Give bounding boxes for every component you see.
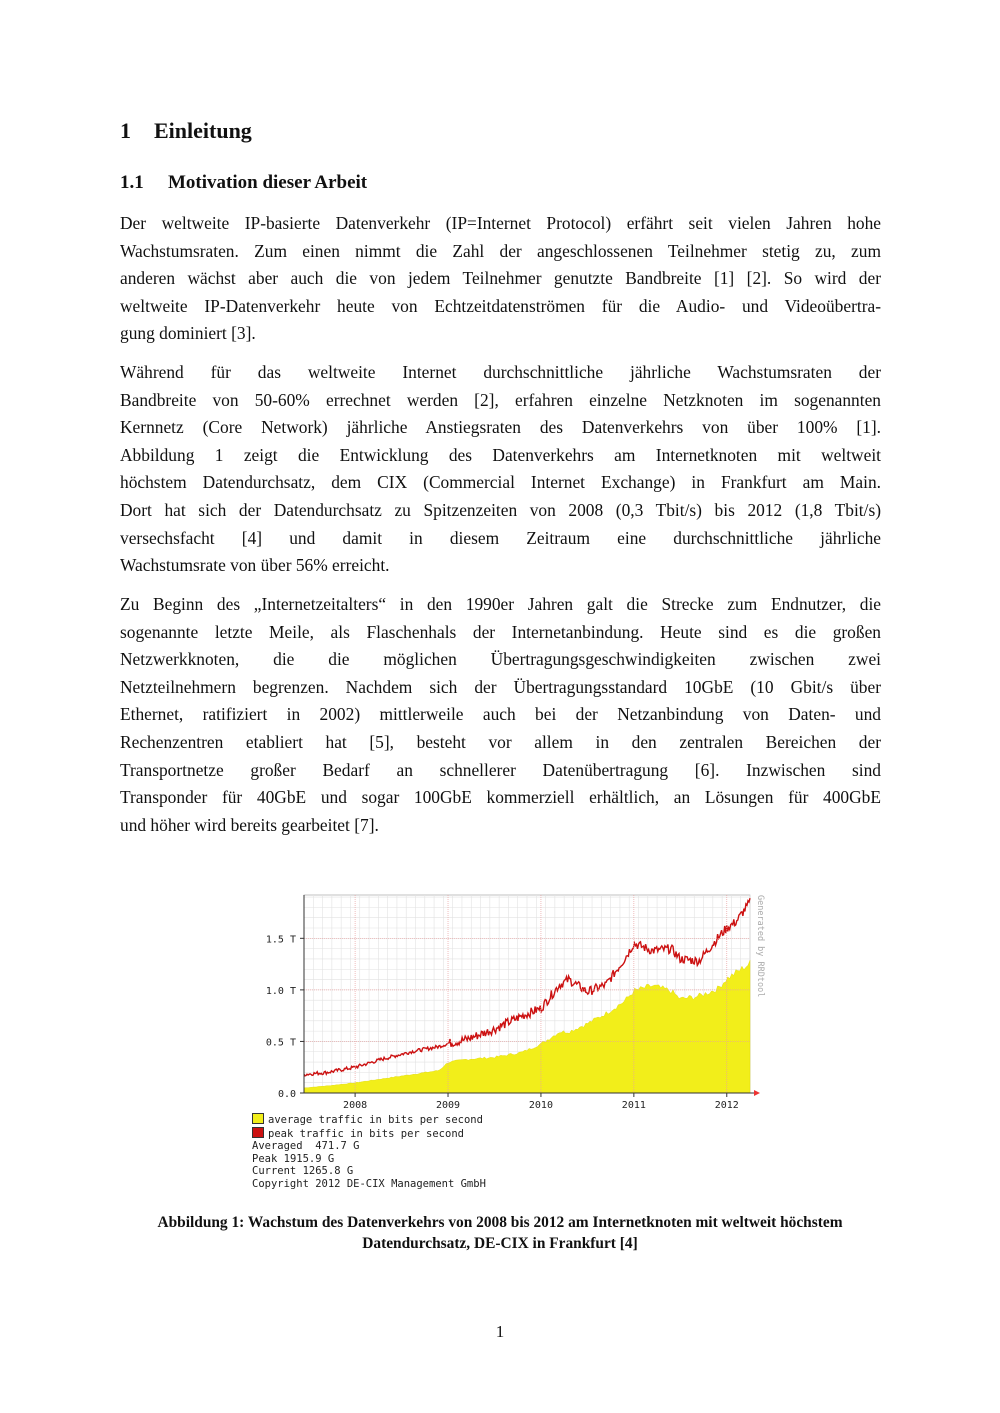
- paragraph-line: Abbildung 1 zeigt die Entwicklung des Datenverkehrs am Internetknoten mit weltweit: [120, 444, 881, 465]
- paragraph-line: Wachstumsraten. Zum einen nimmt die Zahl der angeschlossenen Teilnehmer stetig zu, zum: [120, 240, 881, 261]
- paragraph-line: gung dominiert [3].: [120, 323, 256, 344]
- legend-label-peak: peak traffic in bits per second: [268, 1127, 464, 1140]
- caption-line: Abbildung 1: Wachstum des Datenverkehrs von 2008 bis 2012 am Internetknoten mit weltweit höchstem: [157, 1214, 843, 1231]
- legend-item-average: [252, 1113, 486, 1127]
- stat-value: 1265.8 G: [302, 1165, 354, 1178]
- stat-label: Current: [252, 1165, 297, 1178]
- paragraph-line: anderen wächst aber auch die von jedem Teilnehmer genutzte Bandbreite [1] [2]. So wird der: [120, 268, 881, 289]
- legend-item-peak: [252, 1127, 486, 1141]
- stat-label: Peak: [252, 1152, 278, 1165]
- chart-legend: [252, 1113, 486, 1191]
- subsection-heading: [120, 172, 367, 194]
- page-number: 1: [495, 1322, 505, 1341]
- rrdtool-watermark: Generated by RRDtool: [755, 895, 765, 998]
- paragraph-3: [120, 591, 881, 839]
- paragraph-line: weltweite IP-Datenverkehr heute von Echtzeitdatenströmen für die Audio- und Videoübertra-: [120, 295, 881, 316]
- paragraph-line: Während für das weltweite Internet durchschnittliche jährliche Wachstumsraten der: [120, 362, 881, 382]
- x-tick-label: 2011: [621, 1100, 646, 1110]
- paragraph-line: sogenannte letzte Meile, als Flaschenhals der Internetanbindung. Heute sind es die großen: [120, 621, 881, 642]
- paragraph-2: [120, 359, 881, 580]
- paragraph-line: Zu Beginn des „Internetzeitalters“ in den 1990er Jahren galt die Strecke zum Endnutzer, die: [120, 594, 881, 614]
- stat-peak: [252, 1153, 486, 1166]
- x-tick-label: 2008: [343, 1100, 368, 1110]
- section-number: 1: [120, 118, 131, 143]
- y-tick-label: 1.5 T: [265, 934, 296, 946]
- caption-line: Datendurchsatz, DE-CIX in Frankfurt [4]: [362, 1235, 638, 1252]
- paragraph-line: Rechenzentren etabliert hat [5], besteht vor allem in den zentralen Bereichen der: [120, 731, 881, 752]
- y-tick-label: 0.0: [277, 1089, 296, 1100]
- paragraph-line: Netzwerkknoten, die die möglichen Übertragungsgeschwindigkeiten zwischen zwei: [120, 649, 881, 670]
- paragraph-1: [120, 210, 881, 348]
- paragraph-line: Transportnetze großer Bedarf an schnellerer Datenübertragung [6]. Inzwischen sind: [120, 759, 881, 780]
- legend-swatch-average: [252, 1113, 264, 1124]
- stat-value: 1915.9 G: [283, 1152, 335, 1165]
- paragraph-line: versechsfacht [4] und damit in diesem Zeitraum eine durchschnittliche jährliche: [120, 527, 881, 548]
- x-tick-label: 2010: [528, 1100, 553, 1110]
- paragraph-line: Bandbreite von 50-60% errechnet werden [2], erfahren einzelne Netzknoten im sogenannten: [120, 389, 881, 410]
- paragraph-line: höchstem Datendurchsatz, dem CIX (Commercial Internet Exchange) in Frankfurt am Main.: [120, 472, 881, 493]
- paragraph-line: und höher wird bereits gearbeitet [7].: [120, 814, 379, 835]
- stat-current: [252, 1165, 486, 1178]
- paragraph-line: Der weltweite IP-basierte Datenverkehr (IP=Internet Protocol) erfährt seit vielen Jahren hohe: [120, 213, 881, 233]
- y-tick-label: 1.0 T: [265, 985, 296, 997]
- traffic-chart: [250, 885, 770, 1110]
- legend-swatch-peak: [252, 1127, 264, 1138]
- x-axis-arrow: [754, 1090, 760, 1096]
- chart-copyright: Copyright 2012 DE-CIX Management GmbH: [252, 1177, 486, 1190]
- section-title: Einleitung: [154, 118, 252, 143]
- subsection-number: 1.1: [120, 172, 144, 193]
- stat-averaged: [252, 1140, 486, 1153]
- figure-caption: [110, 1212, 890, 1254]
- y-tick-label: 0.5 T: [265, 1037, 296, 1049]
- paragraph-line: Wachstumsrate von über 56% erreicht.: [120, 555, 390, 576]
- paragraph-line: Ethernet, ratifiziert in 2002) mittlerweile auch bei der Netzanbindung von Daten- und: [120, 704, 881, 725]
- paragraph-line: Dort hat sich der Datendurchsatz zu Spitzenzeiten von 2008 (0,3 Tbit/s) bis 2012 (1,8 Tbit/s): [120, 499, 881, 520]
- section-heading: [120, 118, 252, 144]
- stat-value: 471.7 G: [315, 1140, 360, 1153]
- x-tick-label: 2009: [435, 1100, 461, 1110]
- paragraph-line: Kernnetz (Core Network) jährliche Anstiegsraten des Datenverkehrs von über 100% [1].: [120, 417, 881, 438]
- paragraph-line: Netzteilnehmern begrenzen. Nachdem sich der Übertragungsstandard 10GbE (10 Gbit/s über: [120, 676, 881, 697]
- x-tick-label: 2012: [714, 1100, 739, 1110]
- paragraph-line: Transponder für 40GbE und sogar 100GbE kommerziell erhältlich, an Lösungen für 400GbE: [120, 787, 881, 808]
- subsection-title: Motivation dieser Arbeit: [168, 172, 368, 193]
- stat-label: Averaged: [252, 1140, 303, 1153]
- legend-label-average: average traffic in bits per second: [268, 1114, 483, 1126]
